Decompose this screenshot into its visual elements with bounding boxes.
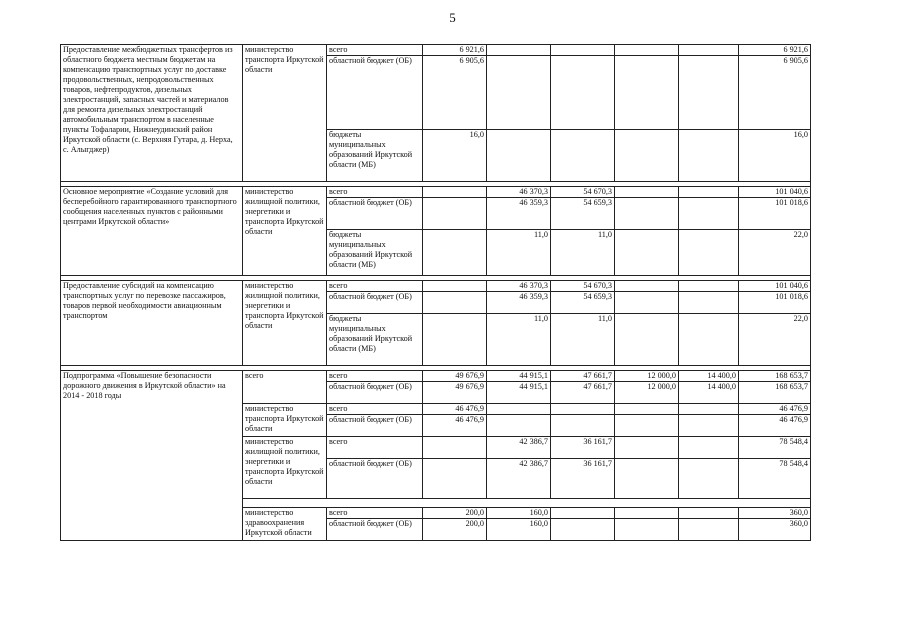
amount-cell: 160,0 (487, 519, 551, 541)
amount-cell: 46 476,9 (739, 404, 811, 415)
amount-cell (615, 45, 679, 56)
amount-cell (551, 56, 615, 130)
amount-cell (551, 45, 615, 56)
amount-cell: 12 000,0 (615, 371, 679, 382)
amount-cell (487, 415, 551, 437)
amount-cell (487, 404, 551, 415)
amount-cell (423, 292, 487, 314)
amount-cell (423, 281, 487, 292)
funding-source-cell: областной бюджет (ОБ) (327, 415, 423, 437)
amount-cell (679, 404, 739, 415)
amount-cell: 6 905,6 (739, 56, 811, 130)
amount-cell: 14 400,0 (679, 371, 739, 382)
subprogram-name-cell: Подпрограмма «Повышение безопасности дорожного движения в Иркутской области» на 2014 - 2018 годы (61, 371, 243, 541)
amount-cell: 47 661,7 (551, 382, 615, 404)
amount-cell: 46 476,9 (423, 415, 487, 437)
amount-cell: 6 921,6 (423, 45, 487, 56)
amount-cell: 54 670,3 (551, 281, 615, 292)
amount-cell (423, 459, 487, 499)
amount-cell: 54 659,3 (551, 292, 615, 314)
amount-cell: 42 386,7 (487, 459, 551, 499)
executor-cell: всего (243, 371, 327, 404)
executor-cell: министерство транспорта Иркутской области (243, 404, 327, 437)
amount-cell (615, 198, 679, 230)
amount-cell (679, 45, 739, 56)
amount-cell (423, 314, 487, 366)
amount-cell (679, 292, 739, 314)
amount-cell: 200,0 (423, 519, 487, 541)
amount-cell (679, 187, 739, 198)
amount-cell: 101 018,6 (739, 292, 811, 314)
amount-cell (423, 187, 487, 198)
amount-cell (679, 198, 739, 230)
spacer-cell (243, 499, 811, 508)
amount-cell (551, 508, 615, 519)
amount-cell: 46 370,3 (487, 281, 551, 292)
amount-cell (615, 230, 679, 276)
amount-cell: 14 400,0 (679, 382, 739, 404)
amount-cell: 54 659,3 (551, 198, 615, 230)
amount-cell: 101 040,6 (739, 281, 811, 292)
amount-cell: 54 670,3 (551, 187, 615, 198)
amount-cell: 36 161,7 (551, 437, 615, 459)
amount-cell (551, 519, 615, 541)
amount-cell (679, 230, 739, 276)
funding-source-cell: всего (327, 281, 423, 292)
amount-cell: 11,0 (551, 230, 615, 276)
amount-cell: 16,0 (739, 130, 811, 182)
funding-source-cell: областной бюджет (ОБ) (327, 459, 423, 499)
amount-cell (615, 130, 679, 182)
amount-cell (679, 415, 739, 437)
amount-cell (615, 314, 679, 366)
amount-cell: 101 040,6 (739, 187, 811, 198)
executor-cell: министерство жилищной политики, энергетики и транспорта Иркутской области (243, 281, 327, 366)
amount-cell: 44 915,1 (487, 371, 551, 382)
amount-cell (679, 459, 739, 499)
amount-cell (423, 230, 487, 276)
page-number: 5 (449, 10, 456, 25)
amount-cell: 16,0 (423, 130, 487, 182)
amount-cell (551, 130, 615, 182)
amount-cell: 78 548,4 (739, 459, 811, 499)
amount-cell: 49 676,9 (423, 371, 487, 382)
amount-cell: 46 476,9 (739, 415, 811, 437)
amount-cell: 160,0 (487, 508, 551, 519)
amount-cell: 101 018,6 (739, 198, 811, 230)
amount-cell: 22,0 (739, 314, 811, 366)
amount-cell: 36 161,7 (551, 459, 615, 499)
executor-cell: министерство здравоохранения Иркутской области (243, 508, 327, 541)
table-row (61, 371, 811, 382)
amount-cell: 12 000,0 (615, 382, 679, 404)
funding-source-cell: всего (327, 45, 423, 56)
amount-cell: 200,0 (423, 508, 487, 519)
amount-cell: 46 476,9 (423, 404, 487, 415)
amount-cell: 49 676,9 (423, 382, 487, 404)
amount-cell: 11,0 (487, 314, 551, 366)
executor-cell: министерство транспорта Иркутской области (243, 45, 327, 182)
amount-cell (551, 404, 615, 415)
amount-cell: 360,0 (739, 519, 811, 541)
amount-cell: 168 653,7 (739, 382, 811, 404)
executor-cell: министерство жилищной политики, энергетики и транспорта Иркутской области (243, 187, 327, 276)
table-row (61, 281, 811, 292)
funding-source-cell: областной бюджет (ОБ) (327, 382, 423, 404)
amount-cell: 46 370,3 (487, 187, 551, 198)
amount-cell: 360,0 (739, 508, 811, 519)
funding-source-cell: областной бюджет (ОБ) (327, 56, 423, 130)
activity-name-cell: Предоставление субсидий на компенсацию транспортных услуг по перевозке пассажиров, товаров первой необходимости авиационным транспортом (61, 281, 243, 366)
amount-cell: 47 661,7 (551, 371, 615, 382)
funding-source-cell: всего (327, 437, 423, 459)
funding-source-cell: бюджеты муниципальных образований Иркутской области (МБ) (327, 230, 423, 276)
amount-cell (615, 56, 679, 130)
amount-cell (615, 187, 679, 198)
amount-cell (615, 508, 679, 519)
funding-source-cell: всего (327, 371, 423, 382)
amount-cell (679, 130, 739, 182)
amount-cell (679, 314, 739, 366)
amount-cell (423, 437, 487, 459)
funding-source-cell: бюджеты муниципальных образований Иркутской области (МБ) (327, 130, 423, 182)
amount-cell (615, 459, 679, 499)
amount-cell: 11,0 (551, 314, 615, 366)
amount-cell (615, 404, 679, 415)
amount-cell (615, 281, 679, 292)
amount-cell (423, 198, 487, 230)
funding-source-cell: всего (327, 404, 423, 415)
funding-source-cell: всего (327, 508, 423, 519)
amount-cell: 46 359,3 (487, 198, 551, 230)
amount-cell: 6 905,6 (423, 56, 487, 130)
amount-cell (487, 130, 551, 182)
amount-cell (615, 437, 679, 459)
funding-source-cell: областной бюджет (ОБ) (327, 519, 423, 541)
amount-cell (615, 292, 679, 314)
funding-source-cell: бюджеты муниципальных образований Иркутской области (МБ) (327, 314, 423, 366)
executor-cell: министерство жилищной политики, энергетики и транспорта Иркутской области (243, 437, 327, 499)
funding-source-cell: всего (327, 187, 423, 198)
amount-cell (615, 519, 679, 541)
amount-cell (679, 437, 739, 459)
amount-cell (679, 508, 739, 519)
activity-name-cell: Предоставление межбюджетных трансфертов из областного бюджета местным бюджетам на компенсацию транспортных услуг по доставке продовольственных, непродовольственных товаров, нефтепродуктов, дизельных электростанций, запасных частей и материалов для ремонта дизельных электростанций автомобильным транспортом в населенные пункты Тофаларии, Нижнеудинский район Иркутской области (с. Верхняя Гутара, д. Нерха, с. Алыгджер) (61, 45, 243, 182)
amount-cell: 78 548,4 (739, 437, 811, 459)
budget-table (60, 44, 811, 541)
amount-cell (615, 415, 679, 437)
amount-cell (679, 56, 739, 130)
amount-cell: 11,0 (487, 230, 551, 276)
amount-cell: 168 653,7 (739, 371, 811, 382)
amount-cell: 44 915,1 (487, 382, 551, 404)
amount-cell (679, 281, 739, 292)
funding-source-cell: областной бюджет (ОБ) (327, 198, 423, 230)
amount-cell (551, 415, 615, 437)
activity-name-cell: Основное мероприятие «Создание условий для бесперебойного гарантированного транспортного сообщения населенных пунктов с районными центрами Иркутской области» (61, 187, 243, 276)
amount-cell: 6 921,6 (739, 45, 811, 56)
table-row (61, 187, 811, 198)
amount-cell: 42 386,7 (487, 437, 551, 459)
amount-cell (679, 519, 739, 541)
amount-cell (487, 45, 551, 56)
amount-cell: 46 359,3 (487, 292, 551, 314)
amount-cell (487, 56, 551, 130)
table-row (61, 45, 811, 56)
funding-source-cell: областной бюджет (ОБ) (327, 292, 423, 314)
amount-cell: 22,0 (739, 230, 811, 276)
